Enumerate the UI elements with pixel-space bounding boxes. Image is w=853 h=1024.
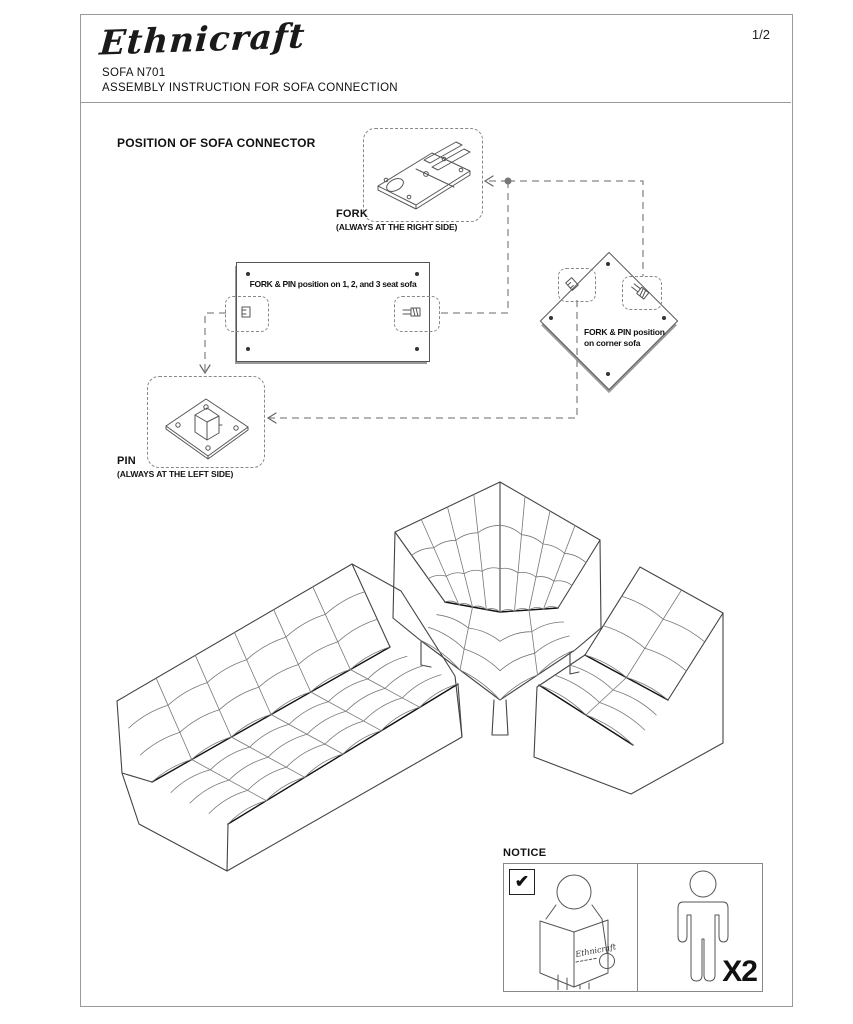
fork-note: (ALWAYS AT THE RIGHT SIDE) (336, 222, 458, 232)
screw-dot (246, 272, 250, 276)
notice-panel-quantity (638, 864, 762, 991)
plate-pin-callout-box (225, 296, 269, 332)
screw-dot (415, 272, 419, 276)
brand-logo: Ethnicraft (98, 16, 307, 64)
fork-connector-icon (364, 129, 482, 221)
pin-note: (ALWAYS AT THE LEFT SIDE) (117, 469, 234, 479)
person-carrying-box-drawing (510, 867, 636, 990)
pin-callout-box (147, 376, 265, 468)
screw-dot (606, 372, 610, 376)
fork-label: FORK (336, 208, 368, 220)
fork-callout-box (363, 128, 483, 222)
check-icon: ✔ (514, 872, 530, 891)
screw-dot (415, 347, 419, 351)
screw-dot (549, 316, 553, 320)
product-name: SOFA N701 (102, 67, 166, 79)
diamond-pin-callout-box (558, 268, 596, 302)
box-brand-text: Ethnicraft (574, 942, 617, 959)
section-title: POSITION OF SOFA CONNECTOR (117, 136, 316, 150)
pin-label: PIN (117, 455, 136, 467)
header-divider (80, 102, 791, 103)
pin-connector-icon (148, 377, 264, 467)
notice-label: NOTICE (503, 847, 547, 859)
notice-panel-carry (504, 864, 638, 991)
notice-box (503, 863, 763, 992)
diamond-fork-callout-box (622, 276, 662, 310)
quantity-multiplier: X2 (722, 955, 757, 988)
plate-fork-callout-box (394, 296, 440, 332)
seat-plate-caption: FORK & PIN position on 1, 2, and 3 seat sofa (249, 279, 417, 289)
document-subtitle: ASSEMBLY INSTRUCTION FOR SOFA CONNECTION (102, 82, 398, 94)
screw-dot (662, 316, 666, 320)
page-number: 1/2 (751, 27, 770, 42)
screw-dot (606, 262, 610, 266)
corner-plate-caption: FORK & PIN position on corner sofa (584, 327, 665, 348)
screw-dot (246, 347, 250, 351)
